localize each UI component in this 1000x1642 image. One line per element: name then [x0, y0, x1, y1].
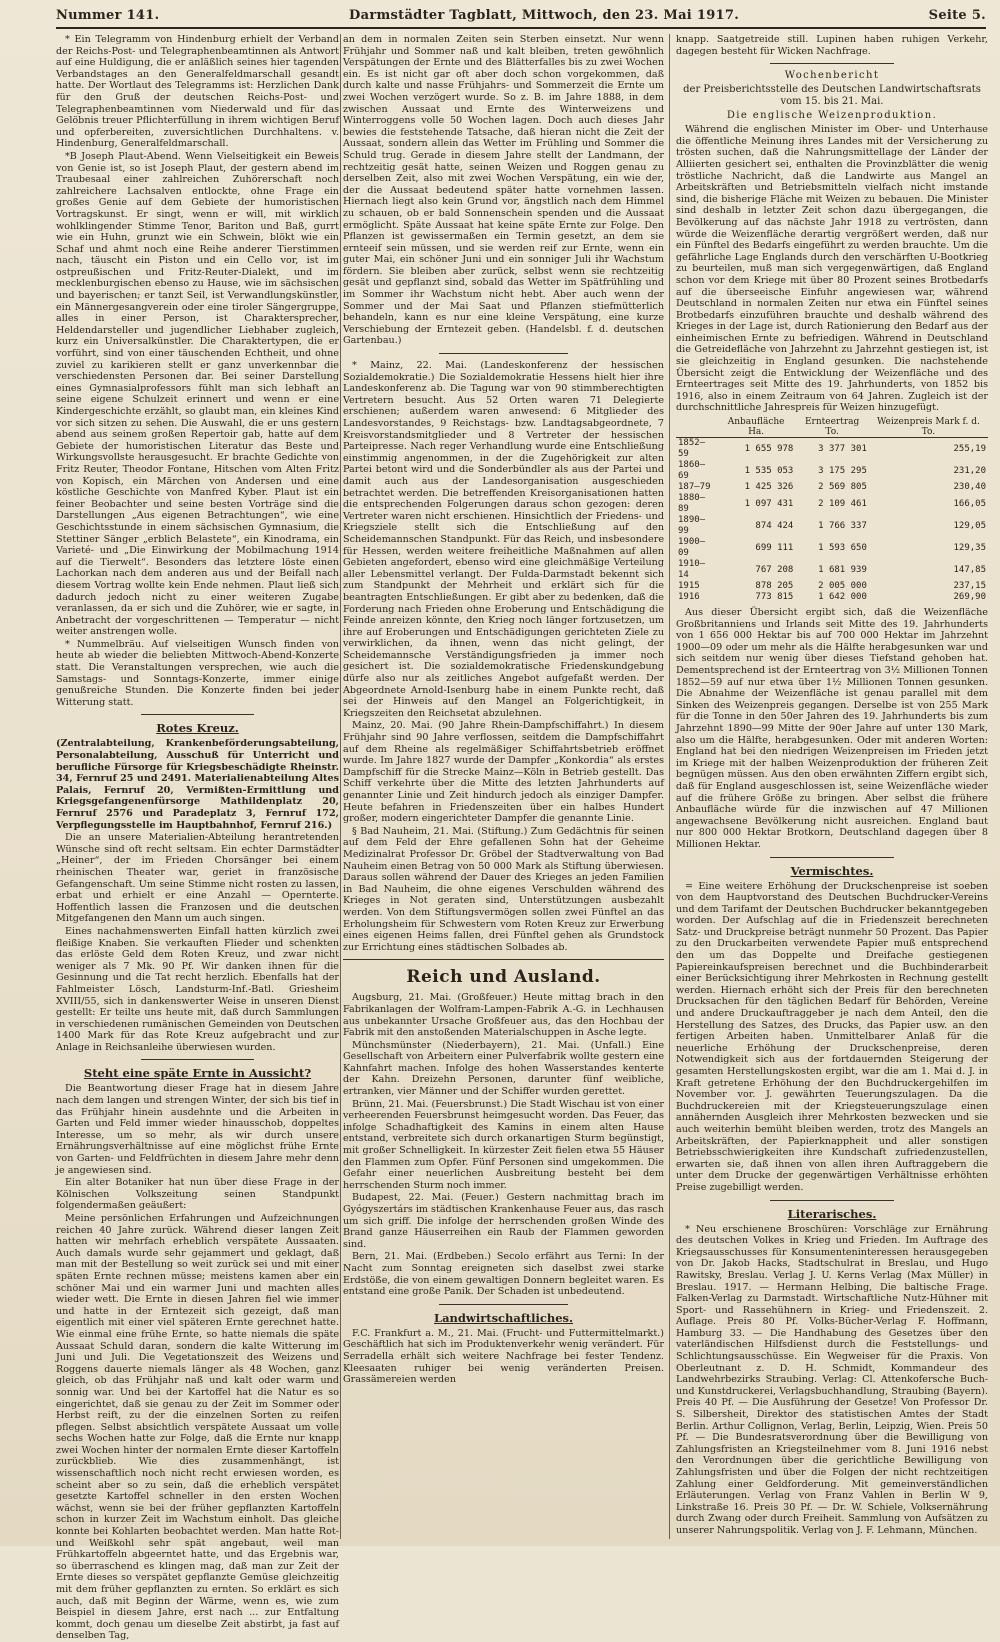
masthead: [56, 4, 986, 26]
table-cell: 1 642 000: [818, 592, 867, 603]
table-row: [676, 515, 988, 537]
table-cell: 1 681 939: [818, 564, 867, 575]
column-3: [676, 34, 988, 1539]
column-2: [343, 34, 664, 1539]
table-cell: 237,15: [953, 581, 986, 592]
table-cell: 255,19: [953, 443, 986, 454]
ernte-paragraph: Die Beantwortung dieser Frage hat in diesem Jahre nach dem langen und strengen Winter, der sich bis tief in das Frühjahr hinein ausdehnte und die Arbeiten in Garten und Feld immer wieder hinausschob, doppeltes Interesse, um so mehr, als wir durch unsere Ernährungsverhältnisse auf eine möglichst frühe Ernte von Garten- und Feldfrüchten in diesem Jahre mehr denn je angewiesen sind.: [56, 1083, 339, 1176]
separator: [439, 353, 567, 354]
section-heading-vermischtes: Vermischtes.: [790, 863, 874, 878]
literarisches-paragraph: * Neu erschienene Broschüren: Vorschläge zur Ernährung des deutschen Volkes in Krieg und Frieden. Im Auftrage des Kriegsausschusses für Konsumenteninteressen herausgegeben von Dr. Jakob Hacks, Stadtschulrat in Breslau, und Hugo Rawitsky, Breslau. Verlag J. U. Kerns Verlag (Max Müller) in Breslau. 1917. — Hermann Helbing, Die baltische Frage. Falken-Verlag zu Darmstadt. Wirtschaftliche Nutz-Hühner mit Sport- und Rassehühnern in Krieg- und Friedenszeit. 2. Auflage. Preis 80 Pf. Volks-Bücher-Verlag F. Hoffmann, Hamburg 33. — Die Handhabung des Gesetzes über den vaterländischen Hilfsdienst durch die Feststellungs- und Schlichtungsausschüsse. Ein Wegweiser für die Praxis. Von Oberleutnant z. D. H. Schmidt, Kommandeur des Landwehrbezirks Straubing. Verlag: Cl. Attenkofersche Buch- und Kunstdruckerei, Verlagsbuchhandlung, Straubing (Bayern). Preis 40 Pf. — Die Ausführung der Gesetze! Von Professor Dr. S. Silbersheit, Direktor des statistischen Amtes der Stadt Berlin. Arthur Collignon, Verlag, Berlin, Leipzig, Wien. Preis 50 Pf. — Die Bundesratsverordnung über die Bewilligung von Zahlungsfristen an Kriegsteilnehmer vom 8. Juni 1916 nebst den Verordnungen über die gerichtliche Bewilligung von Zahlungsfristen und über die Folgen der nicht rechtzeitigen Zahlung einer Geldforderung. Mit gemeinverständlichen Erläuterungen. Verlag von Franz Vahlen in Berlin W 9, Linkstraße 16. Preis 30 Pf. — Dr. W. Schiele, Volksernährung durch Zwang oder durch Freiheit. Sammlung von Aufsätzen zu unserer Nahrungspolitik. Verlag von J. F. Lehmann, München.: [676, 1223, 988, 1536]
separator: [770, 1200, 895, 1201]
table-cell: 1900—09: [678, 537, 706, 559]
article-muenchsmuenster: Münchsmünster (Niederbayern), 21. Mai. (Unfall.) Eine Gesellschaft von Arbeitern einer Pulverfabrik wollte gestern eine Kahnfahrt machen. Infolge des hohen Wasserstandes kenterte der Kahn. Dreizehn Personen, darunter fünf weibliche, ertranken, vier Männer und der Schiffer wurden gerettet.: [343, 1039, 664, 1098]
table-cell: 129,05: [953, 520, 986, 531]
table-cell: 874 424: [755, 520, 794, 531]
table-cell: 1880—89: [678, 493, 706, 515]
table-cell: 187—79: [678, 482, 711, 493]
masthead-rule: [56, 27, 986, 29]
separator: [770, 63, 895, 64]
table-cell: 1 655 978: [744, 443, 794, 454]
separator: [439, 1304, 567, 1305]
table-cell: 2 109 461: [818, 498, 867, 509]
table-body: [676, 438, 988, 604]
separator: [343, 959, 664, 960]
table-cell: 1 425 326: [744, 482, 794, 493]
table-cell: 1890—99: [678, 515, 706, 537]
table-cell: 147,85: [953, 564, 986, 575]
table-cell: 878 205: [755, 581, 794, 592]
table-cell: 269,90: [953, 592, 986, 603]
table-cell: 3 175 295: [818, 465, 867, 476]
article-bad-nauheim-stiftung: § Bad Nauheim, 21. Mai. (Stiftung.) Zum Gedächtnis für seinen auf dem Feld der Ehre gefallenen Sohn hat der Geheime Medizinalrat Professor Dr. Gröbel der Stadtverwaltung von Bad Nauheim einen Betrag von 50 000 Mark als Stiftung überwiesen. Daraus sollen während der Dauer des Krieges an jeden Familien in Bad Nauheim, die ohne eigenes Verschulden während des Krieges in Not geraten sind, Unterstützungen ausbezahlt werden. Von dem Stiftungsvermögen sollen zwei Fünftel an das Erholungsheim für Schwestern vom Roten Kreuz zur Erwerbung eines eigenen Heims fallen, drei Fünftel gehen als Grundstock zur Errichtung eines städtischen Solbades ab.: [343, 825, 664, 953]
column-rule-2: [669, 34, 670, 1539]
section-heading-landwirtschaftliches: Landwirtschaftliches.: [433, 1310, 574, 1325]
article-mainz-landeskonferenz: * Mainz, 22. Mai. (Landeskonferenz der hessischen Sozialdemokratie.) Die Sozialdemokratie Hessens hielt hier ihre Landeskonferenz ab. Die Tagung war von 90 stimmberechtigten Vertretern besucht. Aus 52 Orten waren 71 Delegierte erschienen; außerdem waren anwesend: 6 Mitglieder des Landesvorstandes, 9 Reichstags- bzw. Landtagsabgeordnete, 7 Kreisvorstandsmitglieder und 8 Vertreter der hessischen Parteipresse. Nach reger Verhandlung wurde eine Entschließung einstimmig angenommen, in der die Zugehörigkeit zur alten Partei betont wird und die Sonderbündler als aus der Partei und damit auch aus der Landesorganisation ausgeschieden betrachtet werden. Die betreffenden Kreisorganisationen hatten die entsprechenden Folgerungen daraus schon gezogen: deren Vertreter waren nicht erschienen. Hinsichtlich der Friedens- und Kriegsziele stellt sich die Entschließung auf den Scheidemannschen Standpunkt. Für das Reich, und insbesondere für Hessen, werden weitere freiheitliche Maßnahmen auf allen Gebieten angefordert, ebenso wird eine gleichmäßige Verteilung aller Lebensmittel verlangt. Der Fulda-Darmstadt bekennt sich zum Standpunkt der Mehrheit und erklärt sich für die beantragten Entschließungen. Er gibt aber zu bedenken, daß die Forderung nach Frieden ohne Eroberung und Entschädigung die Feinde anreizen könnte, den Krieg noch länger fortzusetzen, um ihre auf Eroberungen und Entschädigungen gerichteten Ziele zu verwirklichen, da ihnen, wenn das nicht gelingt, der Scheidemannsche Verständigungsfrieden ja immer noch gesichert ist. Die sozialdemokratische Friedenskundgebung dürfe also nur als zeitliches Angebot aufgefaßt werden. Der Abgeordnete Arnold-Isenburg habe in einem Punkte recht, daß sei der Hinweis auf den Mangel an Folgerichtigkeit, in Kriegszeiten den Reichsetat abzulehnen.: [343, 360, 664, 719]
article-bern: Bern, 21. Mai. (Erdbeben.) Secolo erfährt aus Terni: In der Nacht zum Sonntag ereigneten sich daselbst zwei starke Erdstöße, die von einem gewaltigen Donnern begleitet waren. Es entstand eine große Panik. Der Schaden ist unbedeutend.: [343, 1251, 664, 1298]
section-heading-rotes-kreuz: Rotes Kreuz.: [156, 721, 239, 736]
table-cell: 129,35: [953, 542, 986, 553]
table-header-row: [676, 417, 988, 438]
vermischtes-paragraph: = Eine weitere Erhöhung der Druckschenpreise ist soeben von dem Hauptvorstand des Deutschen Buchdrucker-Vereins und dem Tarifamt der Deutschen Buchdrucker bekanntgegeben worden. Der Aufschlag auf die in Friedenszeit berechneten Satz- und Druckpreise beträgt nunmehr 50 Prozent. Das Papier zu den Druckarbeiten verwendete Papier muß entsprechend den um das Doppelte und Dreifache gestiegenen Papiereinkaufspreisen berechnet und die Buchbinderarbeit einer Berücksichtigung ihrer Mehrkosten in Rechnung gestellt werden. Hiernach erhöht sich der Preis für den berechneten Drucksachen für den täglichen Bedarf für Behörden, Vereine und andere Druckauftraggeber je nach dem Anteil, den die Herstellung des Satzes, des Drucks, das Papier usw. an den fertigen Arbeiten haben. Unmittelbarer Anlaß für die neuerliche Erhöhung der Druckschenpreise, deren Notwendigkeit sich aus der fortdauernden Steigerung der gesamten Herstellungskosten ergibt, war die am 1. Mai d. J. in Kraft getretene Erhöhung der den Buchdruckergehilfen im November vor. J. gewährten Teuerungszulagen. Da die Buchdruckereien mit der Kriegsteuerungszulage einen annähernden Ausgleich ihrer Mehrkosten bezwecken und sie auch weiterhin bemüht bleiben werden, trotz des Mangels an Arbeitskräften, der Papierknappheit und aller sonstigen Betriebsschwierigkeiten ihre Kundschaft zufriedenzustellen, erwarten sie, daß ihnen von allen ihren Auftraggebern die unter dem Drucke der gegenwärtigen Verhältnisse erhöhten Preise zugebilligt werden.: [676, 880, 988, 1193]
ernte-continuation: an dem in normalen Zeiten sein Sterben einsetzt. Nur wenn Frühjahr und Sommer naß und kalt bleiben, treten gewöhnlich Verspätungen der Ernte und des Blätterfalles bis zu zwei Wochen ein. Es ist nicht gar oft aber doch schon vorgekommen, daß durch kalte und nasse Frühjahrs- und Sommerzeit die Ernte um zwei Wochen verzögert wurde. So z. B. im Jahre 1888, in dem zwischen Aussaat und Ernte des Winterweizens und Winterroggens volle 50 Wochen lagen. Doch auch dieses Jahr bewies die feststehende Tatsache, daß hieran nicht die Zeit der Aussaat, sondern allein das Wetter im Frühling und Sommer die Schuld trug. Gerade in diesem Jahre stellt der Landmann, der rechtzeitig gesät hatte, seinen Weizen und Roggen genau zu derselben Zeit, also mit zwei Wochen Verspätung, ein wie der, der die Aussaat bedeutend später hatte vornehmen lassen. Hiernach liegt also kein Grund vor, ängstlich nach dem Himmel zu schauen, ob er bald Sonnenschein spenden und die Aussaat ermöglicht. Späte Aussaat hat keine späte Ernte zur Folge. Den Pflanzen ist gewissermaßen ein Termin gesetzt, an dem sie ernteeif sein müssen, und sie werden reif zur Ernte, wenn ein guter Mai, ein schöner Juni und ein sonniger Juli ihr Wachstum fördern. Sie bleiben aber zurück, selbst wenn sie rechtzeitig gesät und gepflanzt sind, sobald das Wetter im Spätfrühling und im Sommer ihr Wachstum nicht hebt. Aber auch wenn der Sommer und der Mai Saat und Pflanzen stiefmütterlich behandeln, kann es nur eine kleine Verspätung, eine kurze Verschiebung der Erntezeit geben. (Handelsbl. f. d. deutschen Gartenbau.): [343, 34, 664, 347]
table-header: Anbaufläche Ha.: [717, 417, 795, 438]
article-frankfurt-markt: F.C. Frankfurt a. M., 21. Mai. (Frucht- und Futtermittelmarkt.) Geschäftlich hat sich im Produktenverkehr wenig verändert. Für Serradella erhält sich weitere Nachfrage bei fester Tendenz. Kleesaaten ruhiger bei wenig veränderten Preisen. Grassämereien werden: [343, 1327, 664, 1386]
table-cell: 1910—14: [678, 559, 706, 581]
column-1: [56, 34, 339, 1642]
article-bruenn: Brünn, 21. Mai. (Feuersbrunst.) Die Stadt Wischau ist von einer verheerenden Feuersbrunst heimgesucht worden. Das Feuer, das infolge Schadhaftigkeit des Kamins in einem alten Hause entstand, verbreitete sich durch orkanartigen Sturm begünstigt, mit großer Schnelligkeit. In kürzester Zeit fielen etwa 55 Häuser den Flammen zum Opfer. Fünf Personen sind umgekommen. Die Gefahr einer neuerlichen Ausbreitung besteht bei dem herrschenden Sturm noch immer.: [343, 1098, 664, 1191]
table-header: Weizenpreis Mark f. d. To.: [869, 417, 988, 438]
wochenbericht-paragraph: Während die englischen Minister im Ober- und Unterhause die öffentliche Meinung ihres Landes mit der Versicherung zu trösten suchen, daß die Nahrungsmittellage der Länder der Alliierten gesichert sei, enthalten die Provinzblätter die wenig tröstliche Nachricht, daß die Landwirte aus Mangel an Arbeitskräften und Betriebsmitteln vielfach nicht imstande sind, die bisherige Fläche mit Weizen zu bebauen. Die Minister sind deshalb in letzter Zeit schon dazu übergegangen, die Bevölkerung auf das nächste Jahr 1918 zu vertrösten, dann würde die Weizenfläche derartig vergrößert werden, daß nur ein Fünftel des Bedarfs eingeführt zu werden brauchte. Um die gefährliche Lage Englands durch den verschärften U-Bootkrieg zu beurteilen, muß man sich vergegenwärtigen, daß England schon vor dem Kriege mit über 80 Prozent seines Brotbedarfs auf die überseeische Einfuhr angewiesen war, während Deutschland in normalen Zeiten nur etwa ein Fünftel seines Brotbedarfs einzuführen brauchte und deshalb während des Krieges in der Lage ist, durch Rationierung den Bedarf aus der einheimischen Ernte zu befriedigen. Während in Deutschland die Getreidefläche von Jahrzehnt zu Jahrzehnt gestiegen ist, ist sie gleichzeitig in England gesunken. Die nachstehende Übersicht zeigt die Entwicklung der Weizenfläche und des Ernteertrages seit Mitte des 19. Jahrhunderts, von 1852 bis 1916, also in einem Zeitraum von 64 Jahren. Zugleich ist der durchschnittliche Jahrespreis für Weizen hinzugefügt.: [676, 124, 988, 414]
table-row: [676, 592, 988, 603]
article-hindenburg-telegram: * Ein Telegramm von Hindenburg erhielt der Verband der Reichs-Post- und Telegraphenbeamtinnen als Antwort auf eine Huldigung, die er anläßlich seines hier tagenden Verbandstages an den Generalfeldmarschall gesandt hatte. Der Wortlaut des Telegramms ist: Herzlichen Dank für den Gruß der deutschen Reichs-Post- und Telegraphenbeamtinnen vom Niederwald und für das Gelöbnis treuer Pflichterfüllung in ihrem wichtigen Beruf und opferbereiten, zuversichtlichen Durchhaltens. v. Hindenburg, Generalfeldmarschall.: [56, 34, 339, 150]
table-cell: 3 377 301: [818, 443, 867, 454]
table-row: [676, 559, 988, 581]
table-row: [676, 493, 988, 515]
table-cell: 1 593 650: [818, 542, 867, 553]
section-heading-literarisches: Literarisches.: [787, 1206, 877, 1221]
separator: [141, 1059, 254, 1060]
table-cell: 1 535 053: [744, 465, 794, 476]
separator: [770, 857, 895, 858]
article-augsburg: Augsburg, 21. Mai. (Großfeuer.) Heute mittag brach in den Fabrikanlagen der Wolfram-Lampen-Fabrik A.-G. in Lechhausen aus unbekannter Ursache Großfeuer aus, das den Hochbau der Fabrik mit den anstoßenden Materialschuppen in Asche legte.: [343, 992, 664, 1039]
table-cell: 1 766 337: [818, 520, 867, 531]
rotes-kreuz-departments: (Zentralabteilung, Krankenbeförderungsabteilung, Personalabteilung, Ausschuß für Unterricht und berufliche Fürsorge für Kriegsbeschädigte Rheinstr. 34, Fernruf 25 und 2491. Materialienabteilung Altes Palais, Fernruf 20, Vermißten-Ermittlung und Kriegsgefangenenfürsorge Mathildenplatz 20, Fernruf 2576 und Paradeplatz 3, Fernruf 172, Verpflegungsstelle im Hauptbahnhof, Fernruf 216.): [56, 738, 339, 831]
markt-continuation: knapp. Saatgetreide still. Lupinen haben ruhigen Verkehr, dagegen besteht für Wicken Nachfrage.: [676, 34, 988, 57]
page-number: Seite 5.: [928, 7, 986, 23]
table-header: Ernteertrag To.: [795, 417, 869, 438]
table-cell: 767 208: [755, 564, 794, 575]
table-row: [676, 438, 988, 461]
issue-number: Nummer 141.: [56, 7, 160, 23]
column-rule-1: [340, 34, 341, 1539]
table-row: [676, 537, 988, 559]
table-cell: 699 111: [755, 542, 794, 553]
table-header: [676, 417, 717, 438]
table-cell: 1916: [678, 592, 700, 603]
article-plaut-abend: *B Joseph Plaut-Abend. Wenn Vielseitigkeit ein Beweis von Genie ist, so ist Joseph Plaut, der gestern abend im Traubesaal einer zahlreichen Zuhörerschaft noch zahlreichere Lachsalven entlockte, ohne Frage ein großes Genie auf dem Gebiete der humoristischen Vortragskunst. Er singt, wenn er will, mit wirklich wohlklingender Stimme Tenor, Bariton und Baß, gurrt wie ein Huhn, grunzt wie ein Schwein, blökt wie ein Schaf und ahmt noch eine Reihe anderer Tierstimmen nach, täuscht ein Piston und ein Cello vor, ist im ostpreußischen und Fritz-Reuter-Dialekt, und im mecklenburgischen ebenso zu Hause, wie im sächsischen und bayerischen; er tanzt Seil, ist Verwandlungskünstler, ein Männergesangverein oder eine tiroler Sängergruppe, alles in einer Person, ist Charaktersprecher, Heldendarsteller und jugendlicher Liebhaber zugleich, kurz ein Universalkünstler. Die Charaktertypen, die er vorführt, sind von einer täuschenden Echtheit, und ohne zuviel zu karikieren stellt er ganz unverkennbar die verschiedensten Personen dar. Bei seiner Darstellung eines Gymnasialprofessors fühlt man sich lebhaft an seine eigene Schulzeit erinnert und wenn er eine Kindergeschichte erzählt, so glaubt man, ein kleines Kind vor sich sitzen zu sehen. Die Auswahl, die er uns gestern abend aus seinem großen Repertoir gab, hatte auf dem Gebiete der humoristischen Literatur das Beste und Wirkungsvollste herausgesucht. Er brachte Gedichte von Fritz Reuter, Theodor Fontane, Hitschen vom Alten Fritz von Kopisch, ein Märchen von Andersen und eine köstliche Geschichte von Manfred Kyber. Plaut ist ein feiner Beobachter und seine besten Vorträge sind die Darstellungen „Aus eigenen Betrachtungen“, wie eine Geschichtsstunde in einem sächsischen Gymnasium, die Stettiner Sänger „erblich Belastete“, ein Kinodrama, ein Varieté- und „Die Einwirkung der Mobilmachung 1914 auf die Tierwelt“. Besonders das letztere löste einen Lachorkan nach dem anderen aus und der Beifall nach diesem Vortrag wollte kein Ende nehmen. Plaut ließ sich dadurch jedoch nicht zu einer weiteren Zugabe veranlassen, da er sich und die Zuhörer, wie er sagte, in Anbetracht der vorgeschrittenen — Temperatur — nicht weiter anstrengen wolle.: [56, 150, 339, 638]
section-heading-reich-und-ausland: Reich und Ausland.: [406, 967, 601, 988]
wochenbericht-paragraph: Aus dieser Übersicht ergibt sich, daß die Weizenfläche Großbritanniens und Irlands seit Mitte des 19. Jahrhunderts von 1 656 000 Hektar bis auf 700 000 Hektar im Jahrzehnt 1900—09 oder um mehr als die Hälfte herabgesunken war und sich seitdem nur wenig über dieses Tiefstand gehoben hat. Dementsprechend ist der Ernteertrag von 3½ Millionen Tonnen 1852—59 auf nur etwa über 1½ Millionen Tonnen gesunken. Die Abnahme der Weizenfläche ist genau parallel mit dem Sinken des Weizenpreis gegangen. Derselbe ist von 255 Mark für die Tonne in den 50er Jahren des 19. Jahrhunderts bis zum Jahrzehnt 1890—99 Mitte der 90er Jahre auf unter 130 Mark, also um die Hälfte, herabgesunken. Oder mit anderen Worten: England hat bei den niedrigen Weizenpreisen im Frieden jetzt im Kriege mit der halben Weizenproduktion der früheren Zeit begnügen müssen. Aus den oben erwähnten Ziffern ergibt sich, daß für England ausgeschlossen ist, seine Weizenfläche wieder auf die frühere Größe zu bringen. Aber selbst die frühere Anbaufläche würde für die inzwischen auf 47 Millionen angewachsene Bevölkerung nicht ausreichen. England baut nur 800 000 Hektar Brotkorn, Deutschland dagegen über 8 Millionen Hektar.: [676, 607, 988, 850]
table-cell: 1860—69: [678, 460, 706, 482]
table-row: [676, 581, 988, 592]
table-cell: 1915: [678, 581, 700, 592]
table-cell: 231,20: [953, 465, 986, 476]
table-cell: 2 569 805: [818, 482, 867, 493]
table-cell: 230,40: [953, 482, 986, 493]
newspaper-title-date: Darmstädter Tagblatt, Mittwoch, den 23. Mai 1917.: [349, 7, 740, 23]
article-nummelbraeu: * Nummelbräu. Auf vielseitigen Wunsch finden von heute ab wieder die beliebten Mittwoch-Abend-Konzerte statt. Die Veranstaltungen versprechen, wie auch die Samstags- und Sonntags-Konzerte, immer einige genußreiche Stunden. Die Konzerte finden bei jeder Witterung statt.: [56, 638, 339, 708]
rotes-kreuz-paragraph: Eines nachahmenswerten Einfall hatten kürzlich zwei fleißige Knaben. Sie verkauften Flieder und schenkten das erlöste Geld dem Roten Kreuz, und zwar nicht weniger als 7 Mk. 90 Pf. Wir danken ihnen für die Gesinnung und die Tat recht herzlich. Ebenfalls hat der Fahlmeister Lösch, Landsturm-Inf.-Batl. Griesheim XVIII/55, sich in dankenswerter Weise in unseren Dienst gestellt: Er teilte uns heute mit, daß durch Sammlungen in verschiedenen rumänischen Gemeinden von Deutschen 1400 Mark für das Rote Kreuz aufgebracht und zur Anlage in Reichsanleihe überwiesen wurden.: [56, 925, 339, 1053]
wochenbericht-topic: Die englische Weizenproduktion.: [726, 110, 938, 122]
rotes-kreuz-paragraph: Die an unsere Materialien-Abteilung herantretenden Wünsche sind oft recht seltsam. Ein echter Darmstädter „Heiner“, der im Frieden Chorsänger bei einem rheinischen Theater war, geriet in französische Gefangenschaft. Um seine Stimme nicht rosten zu lassen, erbat und erhielt er eine Anzahl — Opernterte. Hoffentlich lassen die Franzosen und die deutschen Mitgefangenen den Mann um auch singen.: [56, 832, 339, 925]
separator: [141, 714, 254, 715]
article-budapest: Budapest, 22. Mai. (Feuer.) Gestern nachmittag brach im Gyógyszertárs im städtischen Krankenhause Feuer aus, das rasch um sich griff. Die infolge der herrschenden großen Winde des Brand ganze Häuserreihen ein Raub der Flammen geworden sind.: [343, 1192, 664, 1250]
table-row: [676, 460, 988, 482]
ernte-paragraph: Ein alter Botaniker hat nun über diese Frage in der Kölnischen Volkszeitung seinen Standpunkt folgendermaßen geäußert:: [56, 1177, 339, 1212]
section-heading-spaete-ernte: Steht eine späte Ernte in Aussicht?: [83, 1066, 312, 1081]
section-heading-wochenbericht: Wochenbericht: [784, 70, 880, 82]
wochenbericht-subtitle: der Preisberichtsstelle des Deutschen Landwirtschaftsrats vom 15. bis 21. Mai.: [683, 84, 981, 108]
table-cell: 1 097 431: [744, 498, 794, 509]
table-cell: 773 815: [755, 592, 794, 603]
table-cell: 166,05: [953, 498, 986, 509]
table-cell: 1852—59: [678, 438, 706, 460]
table-cell: 2 005 000: [818, 581, 867, 592]
weizen-table: [676, 417, 988, 603]
ernte-paragraph: Meine persönlichen Erfahrungen und Aufzeichnungen reichen 40 Jahre zurück. Während dieser langen Zeit hatten wir mehrfach erheblich verspätete Aussaaten. Auch damals wurde sehr gejammert und geklagt, daß man mit der Bestellung so weit zurück sei und mit einer späten Ernte rechnen müsse; meistens kamen aber ein schöner Mai und ein warmer Juni und machten alles wieder wett. Die Ernte in diesen Jahren fiel wie immer und hatte in der Erntezeit sich gezeigt, daß man eigentlich mit einer viel späteren Ernte gerechnet hatte. Wie einmal eine frühe Ernte, so hatte niemals die späte Aussaat Schuld daran, sondern die kalte Witterung im Juni und Juli. Die Vegetationszeit des Weizens und Roggens dauerte niemals länger als 48 Wochen, ganz gleich, ob das Frühjahr naß und kalt oder warm und sonnig war. Und bei der Kartoffel hat die Natur es so eingerichtet, daß sie genau zu der Zeit im Sommer oder Herbst reift, zu der die einzelnen Sorten zu reifen pflegen. Selbst absichtlich verspätete Aussaat um volle sechs Wochen hatte zur Folge, daß die Ernte nur knapp zwei Wochen hinter der normalen Ernte dieser Kartoffeln zurückblieb. Wie dies zusammenhängt, ist wissenschaftlich noch nicht recht erwiesen worden, es scheint aber so zu sein, daß die erheblich verspätet gesetzte Kartoffel schneller in den ersten Wochen wächst, wenn sie bei der früher gepflanzten Kartoffeln schon in kurzer Zeit im Wachstum einholt. Das gleiche konnte bei Kohlarten beobachtet werden. Man hatte Rot- und Weißkohl sehr spät angebaut, weil man Frühkartoffeln abgeerntet hatte, und das Ergebnis war, so überraschend es klingen mag, daß man zur Zeit der Ernte dieses so verspätet gepflanzte Gemüse gleichzeitig mit dem früher gepflanzten zu ernten. So erklärt es sich auch, daß mit Beginn der Wärme, wenn es, wie zum Beispiel in diesem Jahre, erst nach ... zur Entfaltung kommt, doch genau um dieselbe Zeit abstirbt, ja fast auf denselben Tag,: [56, 1213, 339, 1642]
article-mainz-dampfschiffahrt: Mainz, 20. Mai. (90 Jahre Rhein-Dampfschiffahrt.) In diesem Frühjahr sind 90 Jahre verflossen, seitdem die Dampfschiffahrt auf dem Rheine als regelmäßiger Schiffahrtsbetrieb eröffnet wurde. Im Jahre 1827 wurde der Dampfer „Konkordia“ als erstes Dampfschiff für die Strecke Mainz—Köln in Betrieb gestellt. Das Schiff verkehrte über die Mitte des letzten Jahrhunderts auf genannter Linie und Zeit hindurch jedoch als einziger Dampfer. Heute befahren in Friedenszeiten über ein halbes Hundert großer, modern eingerichteter Dampfer die genannte Linie.: [343, 720, 664, 825]
table-row: [676, 482, 988, 493]
